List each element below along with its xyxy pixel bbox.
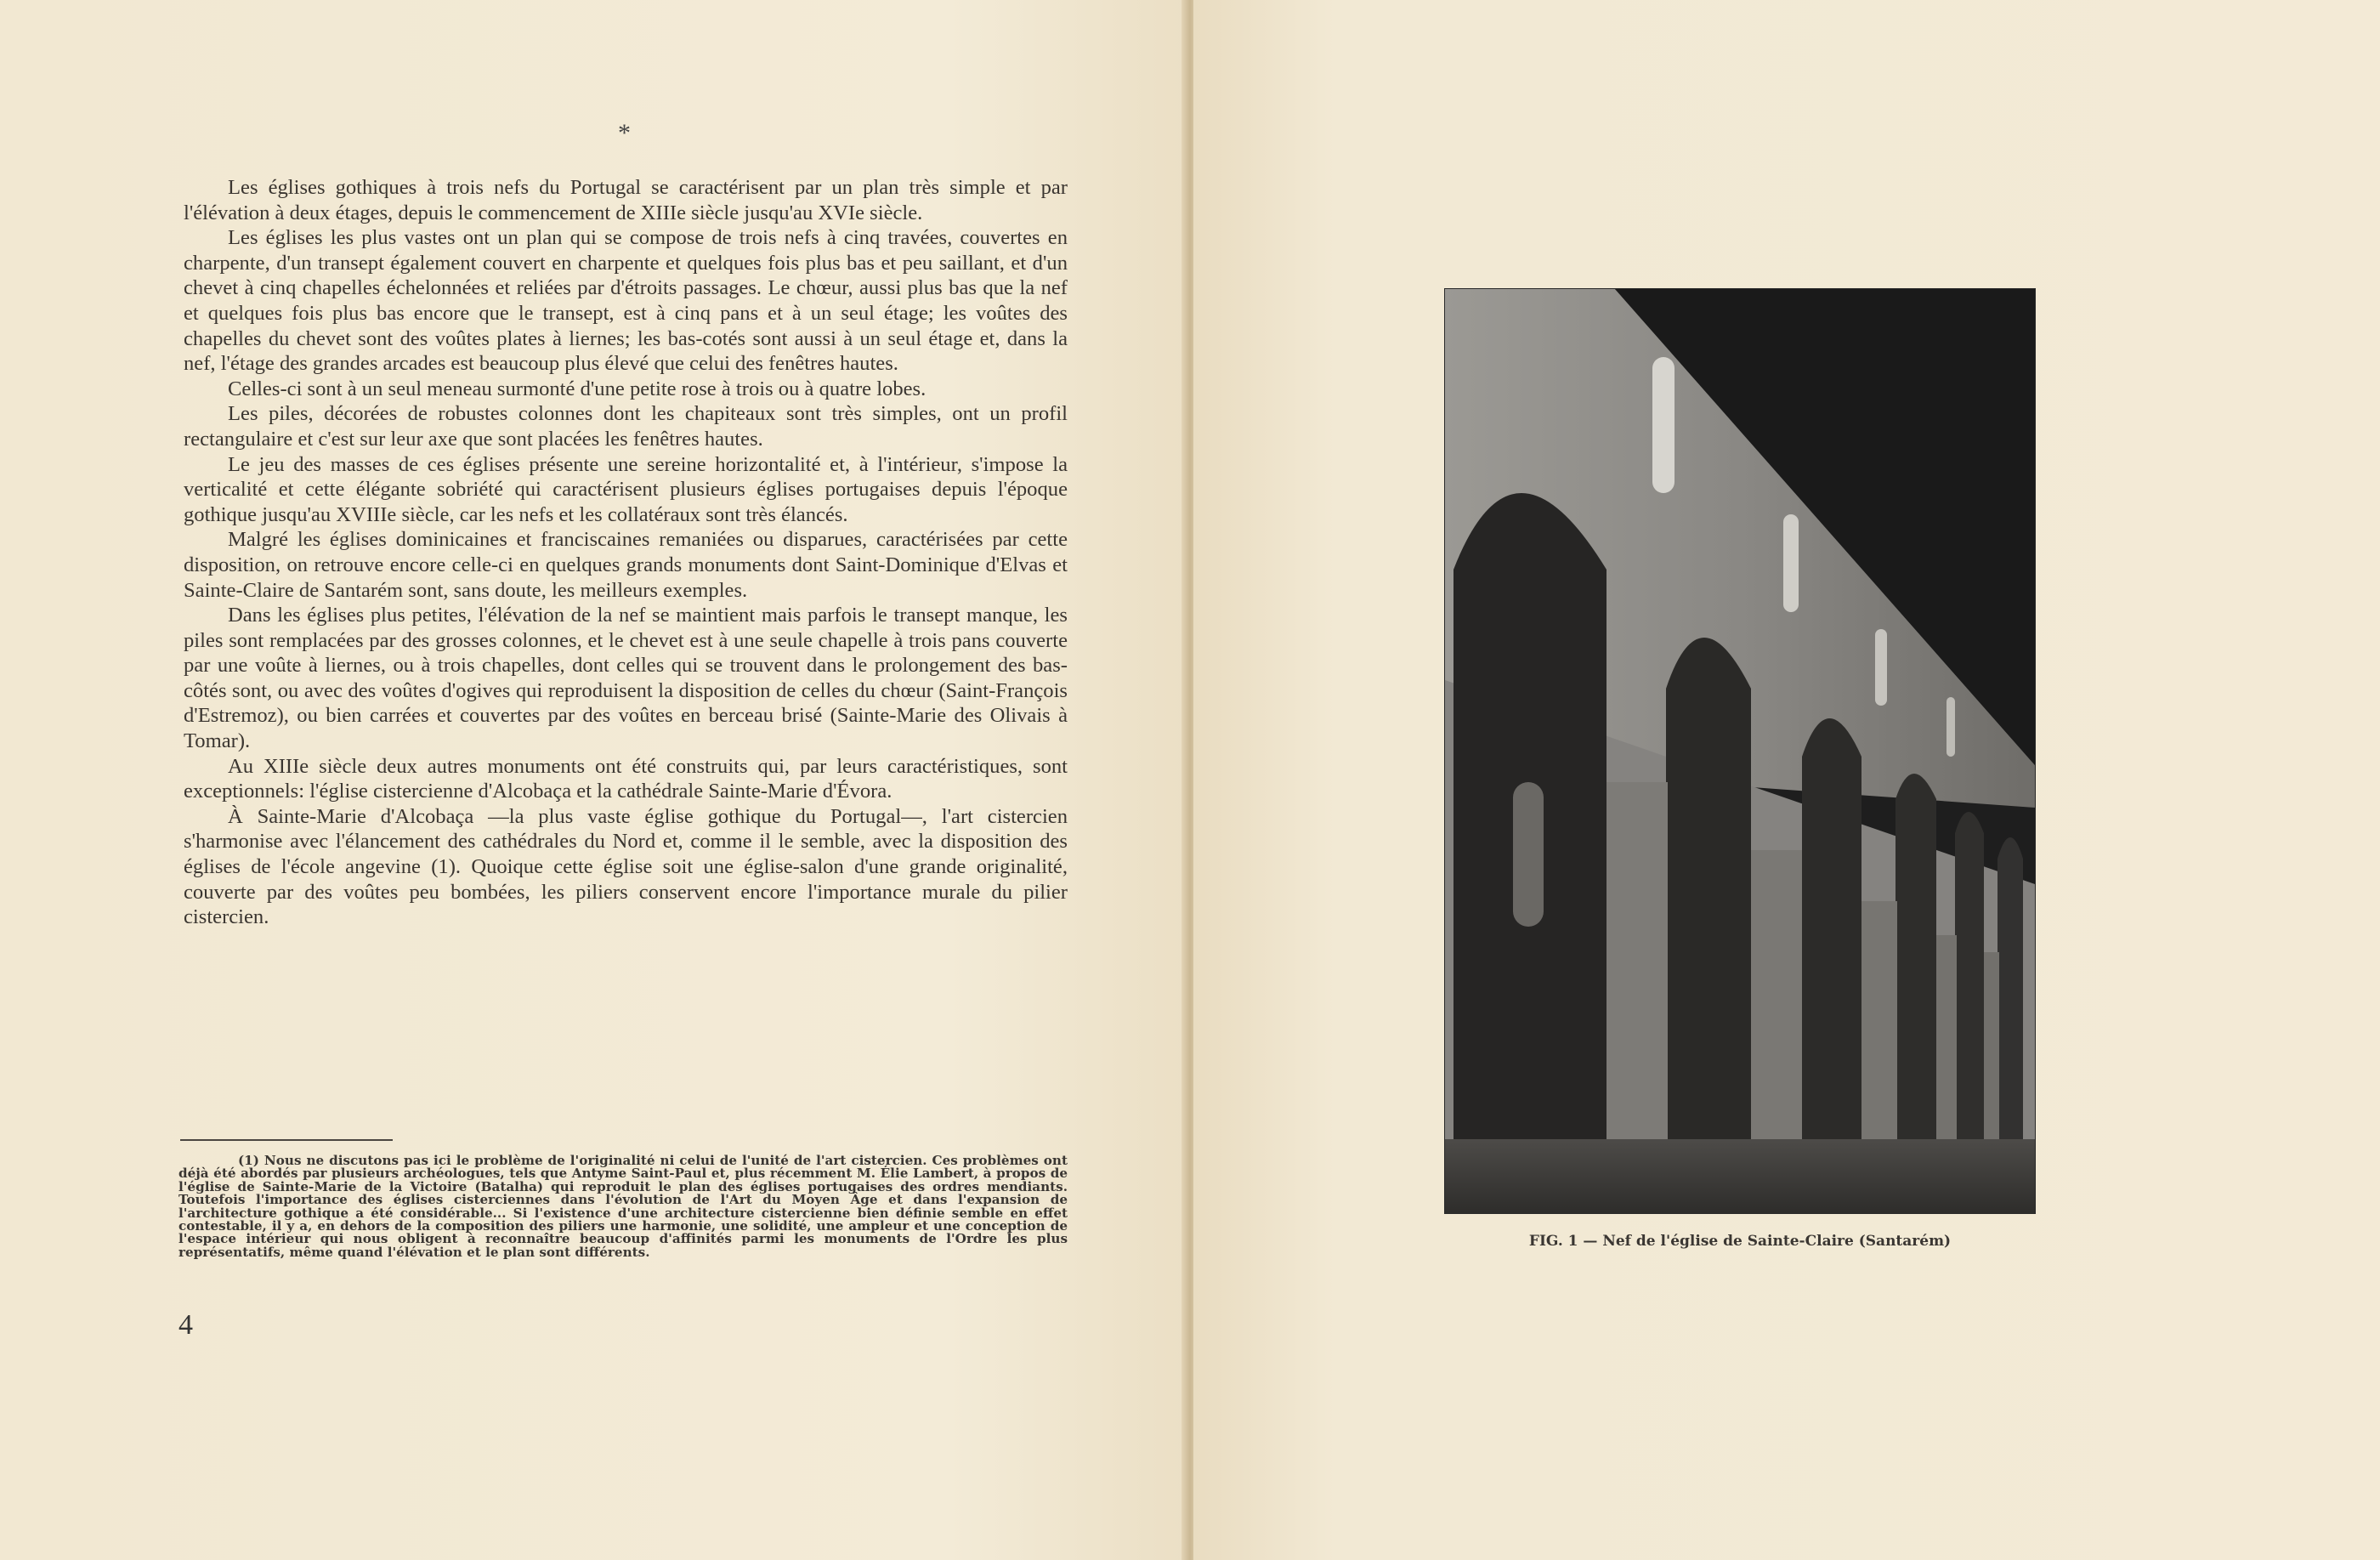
paragraph-4: Les piles, décorées de robustes colonnes dont les chapiteaux sont très simples, ont un profil rectangulaire et c'est sur leur axe que sont placées les fenêtres hautes. xyxy=(184,402,1068,451)
figure-caption: FIG. 1 — Nef de l'église de Sainte-Claire (Santarém) xyxy=(1528,1233,1952,1250)
paragraph-1: Les églises gothiques à trois nefs du Portugal se caractérisent par un plan très simple et par l'élévation à deux étages, depuis le commencement de XIIIe siècle jusqu'au XVIe siècle. xyxy=(184,176,1068,224)
paragraph-3: Celles-ci sont à un seul meneau surmonté d'une petite rose à trois ou à quatre lobes. xyxy=(228,377,926,400)
paragraph-6: Malgré les églises dominicaines et franciscaines remaniées ou disparues, caractérisées par cette disposition, on retrouve encore celle-ci en quelques grands monuments dont Saint-Dominique d'Elvas et Sainte-Claire de Santarém sont, sans doute, les meilleurs exemples. xyxy=(184,528,1068,602)
paragraph-5: Le jeu des masses de ces églises présente une sereine horizontalité et, à l'intérieur, s'impose la verticalité et cette élégante sobriété qui caractérisent plusieurs églises portugaises depuis l'époque gothique jusqu'au XVIIIe siècle, car les nefs et les collatéraux sont très élancés. xyxy=(184,452,1068,526)
church-nave-photo xyxy=(1445,289,2035,1213)
left-page xyxy=(0,0,1187,1560)
paragraph-9: À Sainte-Marie d'Alcobaça —la plus vaste église gothique du Portugal—, l'art cistercien s'harmonise avec l'élancement des cathédrales du Nord et, comme il le semble, avec la disposition des églises de l'école angevine (1). Quoique cette église soit une église-salon d'une grande originalité, couverte par des voûtes peu bombées, les piliers conservent encore l'importance murale du pilier cistercien. xyxy=(184,804,1068,929)
section-asterisk: * xyxy=(618,119,631,147)
footnote-rule xyxy=(180,1139,393,1141)
paragraph-2: Les églises les plus vastes ont un plan qui se compose de trois nefs à cinq travées, couvertes en charpente, d'un transept également couvert en charpente et quelques fois plus bas et peu saillant, et d'un chevet à cinq chapelles échelonnées et reliées par d'étroits passages. Le chœur, aussi plus bas que la nef et quelques fois plus bas encore que le transept, est à cinq pans et à un seul étage; les voûtes des chapelles du chevet sont des voûtes plates à liernes; les bas-cotés sont aussi à un seul étage et, dans la nef, l'étage des grandes arcades est beaucoup plus élevé que celui des fenêtres hautes. xyxy=(184,226,1068,376)
paragraph-7: Dans les églises plus petites, l'élévation de la nef se maintient mais parfois le transept manque, les piles sont remplacées par des grosses colonnes, et le chevet est à une seule chapelle à trois pans couverte par une voûte à liernes, ou à trois chapelles, dont celles qui se trouvent dans le prolongement des bas-côtés sont, ou avec des voûtes d'ogives qui reproduisent la disposition de celles du chœur (Saint-François d'Estremoz), ou bien carrées et couvertes par des voûtes en berceau brisé (Sainte-Marie des Olivais à Tomar). xyxy=(184,604,1068,753)
page-number: 4 xyxy=(178,1309,193,1341)
paragraph-8: Au XIIIe siècle deux autres monuments ont été construits qui, par leurs caractéristiques, sont exceptionnels: l'église cistercienne d'Alcobaça et la cathédrale Sainte-Marie d'Évora. xyxy=(184,754,1068,803)
nave-photo-illustration xyxy=(1445,289,2035,1213)
body-text xyxy=(184,175,1068,930)
footnote: (1) Nous ne discutons pas ici le problème de l'originalité ni celui de l'unité de l'art cistercien. Ces problèmes ont déjà été abordés par plusieurs archéologues, tels que Antyme Saint-Paul et, plus récemment M. Élie Lambert, à propos de l'église de Sainte-Marie de la Victoire (Batalha) qui reproduit le plan des églises portugaises des ordres mendiants. Toutefois l'importance des églises cisterciennes dans l'évolution de l'Art du Moyen Âge et dans l'expansion de l'architecture gothique a été considérable... Si l'existence d'une architecture cistercienne bien définie semble en effet contestable, il y a, en dehors de la composition des piliers une harmonie, une solidité, une ampleur et une conception de l'espace intérieur qui nous obligent à reconnaître beaucoup d'affinités parmi les monuments de l'Ordre les plus représentatifs, même quand l'élévation et le plan sont différents. xyxy=(178,1153,1068,1260)
